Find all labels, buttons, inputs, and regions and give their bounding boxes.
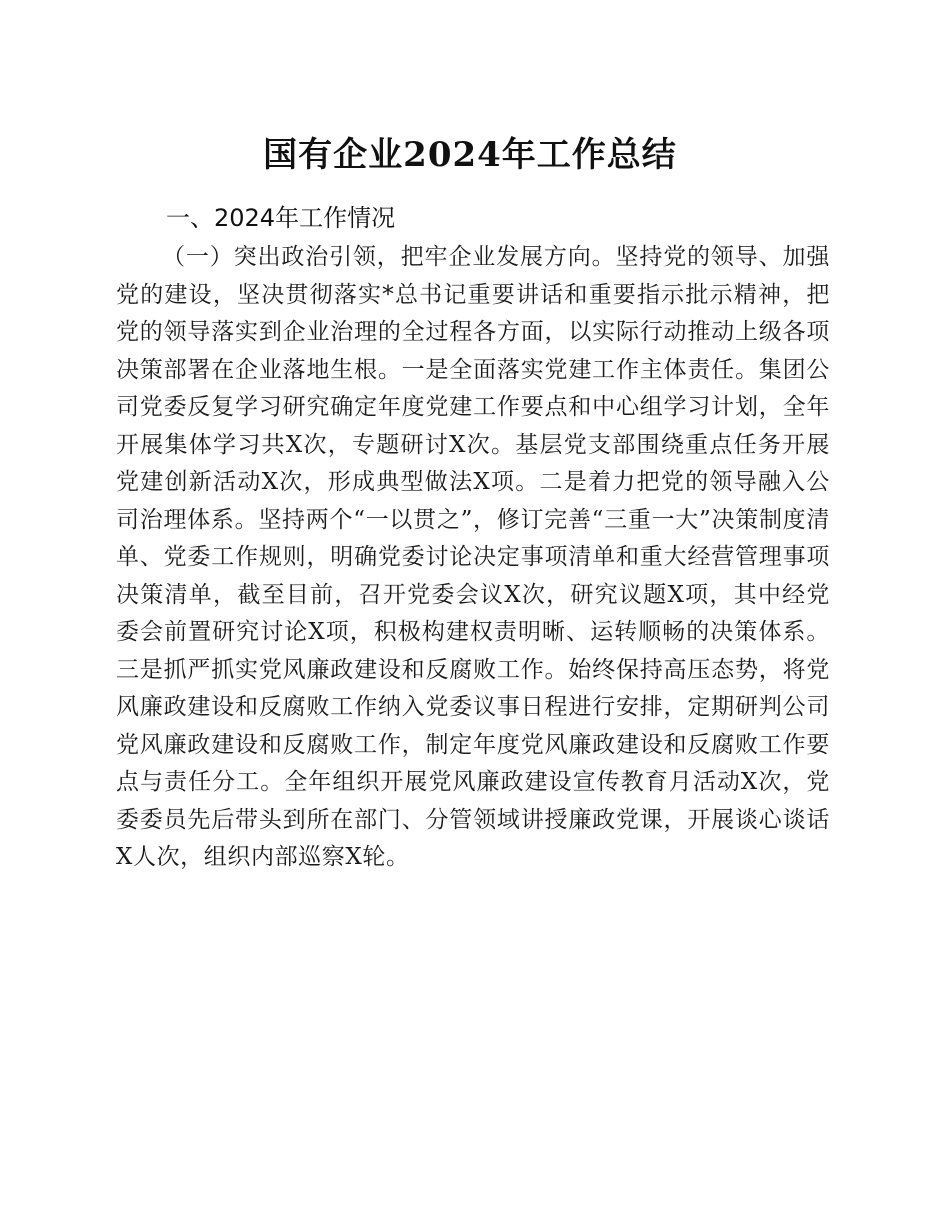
document-title: 国有企业2024年工作总结	[263, 135, 677, 175]
body-paragraph: （一）突出政治引领，把牢企业发展方向。坚持党的领导、加强党的建设，坚决贯彻落实*总书记重要讲话和重要指示批示精神，把党的领导落实到企业治理的全过程各方面，以实际行动推动上级各项决策部署在企业落地生根。一是全面落实党建工作主体责任。集团公司党委反复学习研究确定年度党建工作要点和中心组学习计划，全年开展集体学习共X次，专题研讨X次。基层党支部围绕重点任务开展党建创新活动X次，形成典型做法X项。二是着力把党的领导融入公司治理体系。坚持两个“一以贯之”，修订完善“三重一大”决策制度清单、党委工作规则，明确党委讨论决定事项清单和重大经营管理事项决策清单，截至目前，召开党委会议X次，研究议题X项，其中经党委会前置研究讨论X项，积极构建权责明晰、运转顺畅的决策体系。三是抓严抓实党风廉政建设和反腐败工作。始终保持高压态势，将党风廉政建设和反腐败工作纳入党委议事日程进行安排，定期研判公司党风廉政建设和反腐败工作，制定年度党风廉政建设和反腐败工作要点与责任分工。全年组织开展党风廉政建设宣传教育月活动X次，党委委员先后带头到所在部门、分管领域讲授廉政党课，开展谈心谈话X人次，组织内部巡察X轮。	[116, 244, 830, 870]
section-heading: 一、2024年工作情况	[166, 204, 396, 232]
